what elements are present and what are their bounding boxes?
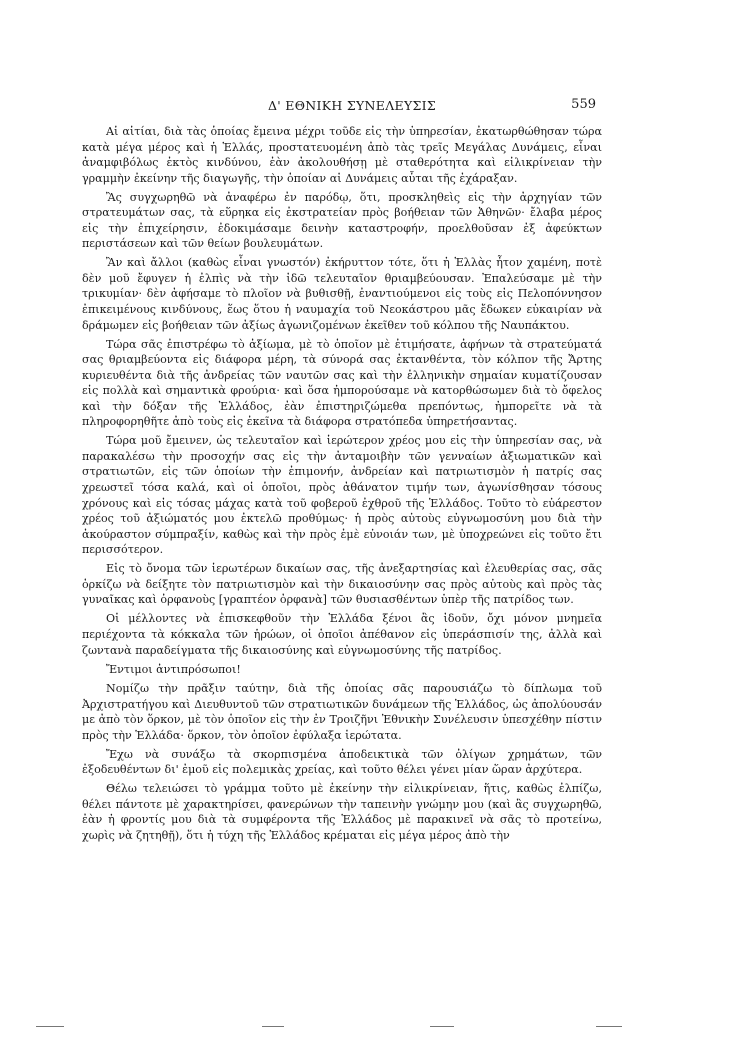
paragraph: Αἱ αἰτίαι, διὰ τὰς ὁποίας ἔμεινα μέχρι τοῦδε εἰς τὴν ὑπηρεσίαν, ἐκατωρθώθησαν τώρα κατὰ μέγα μέρος καὶ ἡ Ἑλλάς, προστατευομένη ἀπὸ τὰς τρεῖς Μεγάλας Δυνάμεις, εἶναι ἀναμφιβόλως ἐκτὸς κινδύνου, ἐὰν ἀκολουθήσῃ μὲ σταθερότητα καὶ εἰλικρίνειαν τὴν γραμμὴν ἐκείνην τῆς διαγωγῆς, τὴν ὁποίαν αἱ Δυνάμεις αὗται τῆς ἐχάραξαν. (82, 125, 602, 185)
paragraph: Νομίζω τὴν πρᾶξιν ταύτην, διὰ τῆς ὁποίας σᾶς παρουσιάζω τὸ δίπλωμα τοῦ Ἀρχιστρατήγου καὶ Διευθυντοῦ τῶν στρατιωτικῶν δυνάμεων τῆς Ἑλλάδος, ὡς ἀπολύουσάν με ἀπὸ τὸν ὅρκον, μὲ τὸν ὁποῖον εἰς τὴν ἐν Τροιζῆνι Ἐθνικὴν Συνέλευσιν ὑπεσχέθην πίστιν πρὸς τὴν Ἑλλάδα· ὅρκον, τὸν ὁποῖον ἐφύλαξα ἱερώτατα. (82, 682, 602, 742)
page-number: 559 (571, 97, 596, 112)
paragraph: Τώρα σᾶς ἐπιστρέφω τὸ ἀξίωμα, μὲ τὸ ὁποῖον μὲ ἐτιμήσατε, ἀφήνων τὰ στρατεύματά σας θριαμβεύοντα εἰς διάφορα μέρη, τὰ σύνορά σας ἐκτανθέντα, τὸν κόλπον τῆς Ἄρτης κυριευθέντα διὰ τῆς ἀνδρείας τῶν ναυτῶν σας καὶ τὴν ἑλληνικὴν σημαίαν κυματίζουσαν εἰς πολλὰ καὶ σημαντικὰ φρούρια· καὶ ὅσα ἠμπορούσαμε νὰ κατορθώσωμεν διὰ τὸ ὄφελος καὶ τὴν δόξαν τῆς Ἑλλάδος, ἐὰν ἐπιστηριζώμεθα πρεπόντως, ἠμπορεῖτε νὰ τὰ πληροφορηθῆτε ἀπὸ τοὺς εἰς ἐκεῖνα τὰ διάφορα στρατόπεδα ὑπηρετήσαντας. (82, 337, 602, 429)
scan-mark (262, 1026, 284, 1027)
page-header (108, 98, 596, 118)
paragraph: Ἂς συγχωρηθῶ νὰ ἀναφέρω ἐν παρόδῳ, ὅτι, προσκληθεὶς εἰς τὴν ἀρχηγίαν τῶν στρατευμάτων σας, τὰ εὕρηκα εἰς ἐκστρατείαν πρὸς βοήθειαν τῶν Ἀθηνῶν· ἔλαβα μέρος εἰς τὴν ἐπιχείρησιν, ἐδοκιμάσαμε δεινὴν καταστροφήν, προελθοῦσαν ἐξ ἀφεύκτων περιστάσεων καὶ τῶν θείων βουλευμάτων. (82, 190, 602, 251)
paragraph: Θέλω τελειώσει τὸ γράμμα τοῦτο μὲ ἐκείνην τὴν εἰλικρίνειαν, ἥτις, καθὼς ἐλπίζω, θέλει πάντοτε μὲ χαρακτηρίσει, φανερώνων τὴν ταπεινὴν γνώμην μου (καὶ ἂς συγχωρηθῶ, ἐὰν ἡ φροντίς μου διὰ τὰ συμφέροντα τῆς Ἑλλάδος μὲ παρακινεῖ νὰ σᾶς τὸ προτείνω, χωρὶς νὰ ζητηθῇ), ὅτι ἡ τύχη τῆς Ἑλλάδος κρέμαται εἰς μέγα μέρος ἀπὸ τὴν (82, 782, 602, 843)
scan-mark (596, 1026, 622, 1027)
paragraph: Ἔχω νὰ συνάξω τὰ σκορπισμένα ἀποδεικτικὰ τῶν ὀλίγων χρημάτων, τῶν ἐξοδευθέντων δι' ἐμοῦ εἰς πολεμικὰς χρείας, καὶ τοῦτο θέλει γένει μίαν ὥραν ἀρχύτερα. (82, 747, 602, 777)
running-head: Δ' ΕΘΝΙΚΗ ΣΥΝΕΛΕΥΣΙΣ (267, 98, 437, 113)
body-text (82, 124, 602, 847)
scan-mark (430, 1026, 454, 1027)
salutation: Ἔντιμοι ἀντιπρόσωποι! (106, 662, 241, 676)
scan-mark (36, 1026, 64, 1027)
paragraph: Οἱ μέλλοντες νὰ ἐπισκεφθοῦν τὴν Ἑλλάδα ξένοι ἂς ἰδοῦν, ὄχι μόνον μνημεῖα περιέχοντα τὰ κόκκαλα τῶν ἡρώων, οἱ ὁποῖοι ἀπέθανον εἰς ὑπεράσπισίν της, ἀλλὰ καὶ ζωντανὰ παραδείγματα τῆς δικαιοσύνης καὶ εὐγνωμοσύνης τῆς πατρίδος. (82, 612, 602, 657)
paragraph: Εἰς τὸ ὄνομα τῶν ἱερωτέρων δικαίων σας, τῆς ἀνεξαρτησίας καὶ ἐλευθερίας σας, σᾶς ὁρκίζω νὰ δείξητε τὸν πατριωτισμὸν καὶ τὴν δικαιοσύνην σας πρὸς αὐτοὺς καὶ πρὸς τὰς γυναῖκας καὶ ὀρφανοὺς [γραπτέον ὀρφανὰ] τῶν θυσιασθέντων ὑπὲρ τῆς πατρίδος των. (82, 562, 602, 607)
paragraph: Ἂν καὶ ἄλλοι (καθὼς εἶναι γνωστόν) ἐκήρυττον τότε, ὅτι ἡ Ἑλλὰς ἦτον χαμένη, ποτὲ δὲν μοῦ ἔφυγεν ἡ ἐλπὶς νὰ τὴν ἰδῶ τελευταῖον θριαμβεύουσαν. Ἐπαλεύσαμε μὲ τὴν τρικυμίαν· δὲν ἀφήσαμε τὸ πλοῖον νὰ βυθισθῇ, ἐναντιούμενοι εἰς τοὺς εἰς Πελοπόννησον ἐπικειμένους κινδύνους, ἕως ὅτου ἡ ναυμαχία τοῦ Νεοκάστρου μᾶς ἔδωκεν εὐκαιρίαν νὰ δράμωμεν εἰς βοήθειαν τῶν ἀξίως ἀγωνιζομένων ἐκεῖθεν τοῦ κόλπου τῆς Ναυπάκτου. (82, 256, 602, 332)
paragraph: Τώρα μοῦ ἔμεινεν, ὡς τελευταῖον καὶ ἱερώτερον χρέος μου εἰς τὴν ὑπηρεσίαν σας, νὰ παρακαλέσω τὴν προσοχήν σας εἰς τὴν ἀνταμοιβὴν τῶν γενναίων ἀξιωματικῶν καὶ στρατιωτῶν, εἰς τῶν ὁποίων τὴν ἐπιμονήν, ἀνδρείαν καὶ πατριωτισμὸν ἡ πατρίς σας χρεωστεῖ τόσα καλά, καὶ οἱ ὁποῖοι, πρὸς ἀθάνατον τιμήν των, ἀγωνίσθησαν τόσους χρόνους καὶ εἰς τόσας μάχας κατὰ τοῦ φοβεροῦ ἐχθροῦ τῆς Ἑλλάδος. Τοῦτο τὸ εὐάρεστον χρέος τοῦ ἀξιώματός μου ἐκτελῶ προθύμως· ἡ πρὸς αὐτοὺς εὐγνωμοσύνη μου διὰ τὴν ἀκούραστον σύμπραξίν, καθὼς καὶ τὴν πρὸς ἐμὲ εὐνοιάν των, μὲ ὑποχρεώνει εἰς τοῦτο ἔτι περισσότερον. (82, 434, 602, 557)
